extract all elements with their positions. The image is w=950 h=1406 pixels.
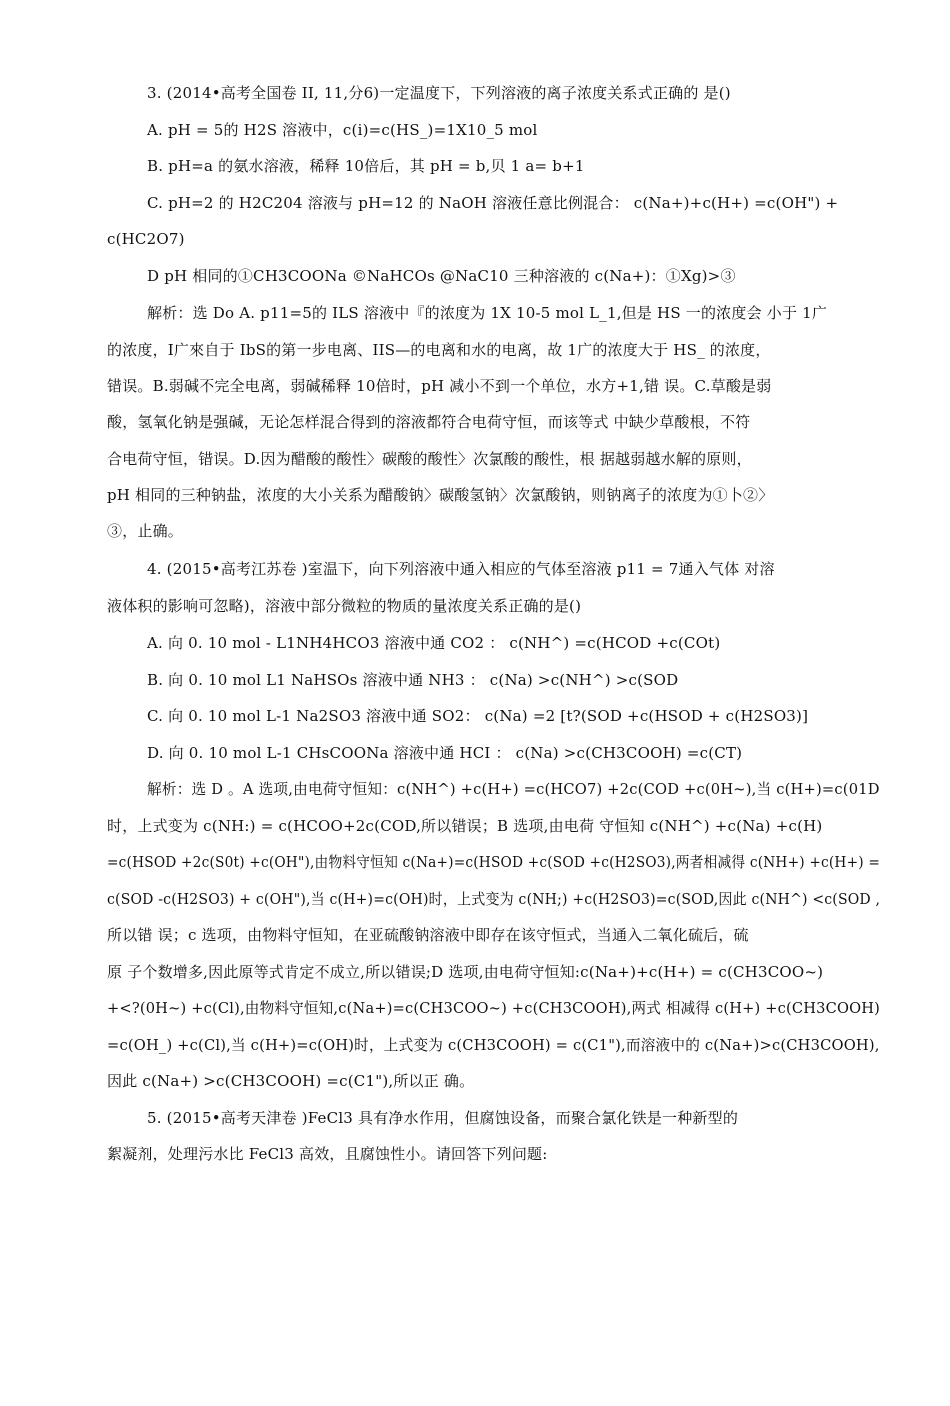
q3-stem: 3. (2014•高考全国卷 II, 11,分6)一定温度下，下列溶液的离子浓度关系式正确的 是() [147,84,731,102]
q3-analysis-line: ③，止确。 [107,522,184,540]
q3-analysis-line: pH 相同的三种钠盐，浓度的大小关系为醋酸钠〉碳酸氢钠〉次氯酸钠，则钠离子的浓度为①卜②〉 [107,486,774,504]
q3-option-d: D pH 相同的①CH3COONa ©NaHCOs @NaC10 三种溶液的 c(Na+)：①Xg)>③ [147,267,736,285]
q4-analysis-line: c(SOD -c(H2SO3) + c(OH"),当 c(H+)=c(OH)时，上式变为 c(NH;) +c(H2SO3)=c(SOD,因此 c(NH^) <c(SOD , [107,890,881,908]
q4-analysis-line: 时，上式变为 c(NH:) = c(HCOO+2c(COD,所以错误；B 选项,由电荷 守恒知 c(NH^) +c(Na) +c(H) [107,817,823,835]
q4-analysis-line: 原 子个数增多,因此原等式肯定不成立,所以错误;D 选项,由电荷守恒知:c(Na+)+c(H+) = c(CH3COO~) [107,963,824,981]
q4-option-b: B. 向 0. 10 mol L1 NaHSOs 溶液中通 NH3 ： c(Na) >c(NH^) >c(SOD [147,671,679,689]
q3-analysis-line: 错误。B.弱碱不完全电离，弱碱稀释 10倍时，pH 减小不到一个单位，水方+1,错 误。C.草酸是弱 [107,377,772,395]
q4-option-d: D. 向 0. 10 mol L-1 CHsCOONa 溶液中通 HCI ： c(Na) >c(CH3COOH) =c(CT) [147,744,743,762]
q4-analysis-line: =c(HSOD +2c(S0t) +c(OH"),由物料守恒知 c(Na+)=c(HSOD +c(SOD +c(H2SO3),两者相减得 c(NH+) +c(H+) = [107,853,881,871]
q3-analysis-line: 合电荷守恒，错误。D.因为醋酸的酸性〉碳酸的酸性〉次氯酸的酸性，根 据越弱越水解的原则， [107,450,752,468]
q3-option-a: A. pH = 5的 H2S 溶液中，c(i)=c(HS_)=1X10_5 mol [147,121,538,139]
q3-analysis-line: 的浓度，I广來自于 IbS的第一步电离、IIS—的电离和水的电离，故 1广的浓度大于 HS_ 的浓度， [107,341,771,359]
q3-option-b: B. pH=a 的氨水溶液，稀释 10倍后，其 pH = b,贝 1 a= b+1 [147,157,585,175]
q3-analysis-line: 酸，氢氧化钠是强碱，无论怎样混合得到的溶液都符合电荷守恒，而该等式 中缺少草酸根，不符 [107,413,751,431]
q4-analysis-line: 因此 c(Na+) >c(CH3COOH) =c(C1"),所以正 确。 [107,1072,475,1090]
q4-analysis-line: +<?(0H~) +c(Cl),由物料守恒知,c(Na+)=c(CH3COO~) +c(CH3COOH),两式 相减得 c(H+) +c(CH3COOH) [107,999,881,1017]
q4-stem-cont: 液体积的影响可忽略)，溶液中部分微粒的物质的量浓度关系正确的是() [107,597,582,615]
q3-option-c: C. pH=2 的 H2C204 溶液与 pH=12 的 NaOH 溶液任意比例混合： c(Na+)+c(H+) =c(OH") + [147,194,839,212]
q4-analysis-line: 所以错 误；c 选项，由物料守恒知，在亚硫酸钠溶液中即存在该守恒式，当通入二氧化硫后，硫 [107,926,749,944]
q4-stem: 4. (2015•高考江苏卷 )室温下，向下列溶液中通入相应的气体至溶液 p11 = 7通入气体 对溶 [147,560,775,578]
q5-stem-cont: 絮凝剂，处理污水比 FeCl3 高效，且腐蚀性小。请回答下列问题: [107,1145,548,1163]
q3-option-c-cont: c(HC2O7) [107,230,185,248]
q4-analysis-line: =c(OH_) +c(Cl),当 c(H+)=c(OH)时，上式变为 c(CH3COOH) = c(C1"),而溶液中的 c(Na+)>c(CH3COOH), [107,1036,880,1054]
q3-analysis-line: 解析：选 Do A. p11=5的 ILS 溶液中『的浓度为 1X 10-5 mol L_1,但是 HS 一的浓度会 小于 1广 [147,304,828,322]
q4-option-a: A. 向 0. 10 mol - L1NH4HCO3 溶液中通 CO2 ： c(NH^) =c(HCOD +c(COt) [147,634,721,652]
q4-analysis-line: 解析：选 D 。A 选项,由电荷守恒知：c(NH^) +c(H+) =c(HCO7) +2c(COD +c(0H~),当 c(H+)=c(01D [147,780,880,798]
q5-stem: 5. (2015•高考天津卷 )FeCl3 具有净水作用，但腐蚀设备，而聚合氯化铁是一种新型的 [147,1109,739,1127]
q4-option-c: C. 向 0. 10 mol L-1 Na2SO3 溶液中通 SO2： c(Na) =2 [t?(SOD +c(HSOD + c(H2SO3)] [147,707,809,725]
